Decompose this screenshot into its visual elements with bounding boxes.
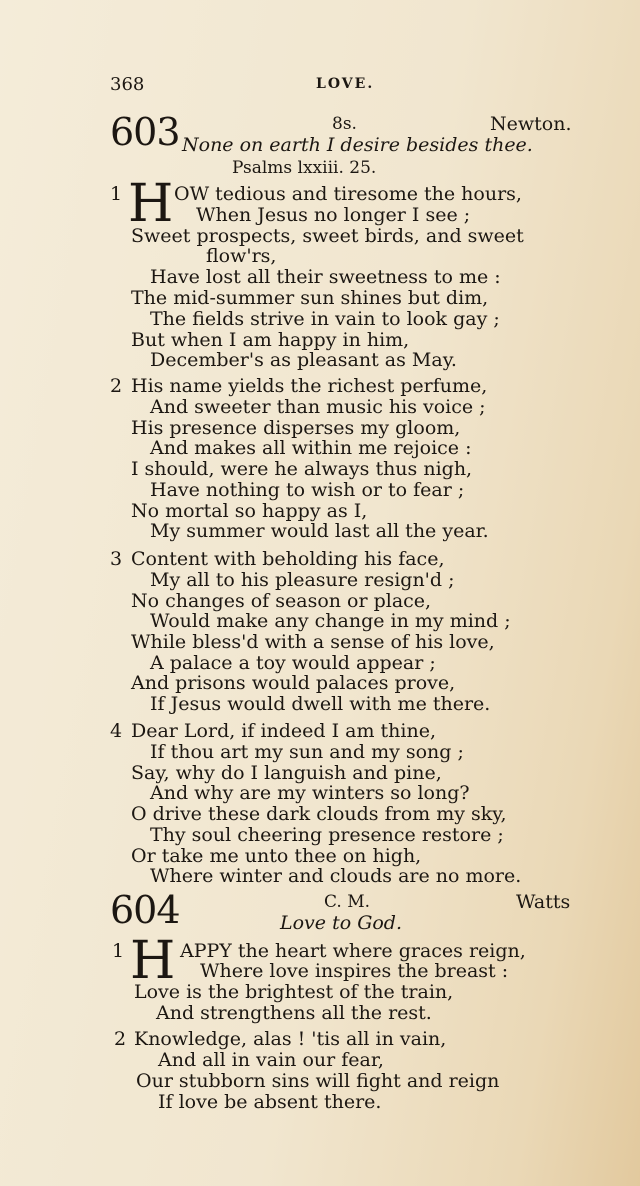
- verse-line: And strengthens all the rest.: [156, 1002, 432, 1024]
- verse-number: 2: [110, 375, 123, 397]
- verse-number: 3: [110, 548, 123, 570]
- verse-line: If thou art my sun and my song ;: [150, 741, 464, 763]
- hymn-tune: Newton.: [490, 113, 572, 135]
- verse-line: And all in vain our fear,: [158, 1049, 384, 1071]
- verse-line: But when I am happy in him,: [131, 329, 410, 351]
- verse-line: My summer would last all the year.: [150, 520, 489, 542]
- verse-line: Where winter and clouds are no more.: [150, 865, 522, 887]
- hymn-meter: 8s.: [332, 114, 357, 134]
- verse-line: If Jesus would dwell with me there.: [150, 693, 491, 715]
- verse-line: A palace a toy would appear ;: [150, 652, 436, 674]
- verse-line: December's as pleasant as May.: [150, 349, 457, 371]
- verse-line: Say, why do I languish and pine,: [131, 762, 442, 784]
- hymn-subtitle: Love to God.: [280, 912, 403, 934]
- verse-line: The fields strive in vain to look gay ;: [150, 308, 500, 330]
- verse-line: Knowledge, alas ! 'tis all in vain,: [134, 1028, 447, 1050]
- verse-line: No changes of season or place,: [131, 590, 432, 612]
- verse-line: flow'rs,: [206, 245, 277, 267]
- running-title: LOVE.: [316, 76, 375, 92]
- verse-line: Content with beholding his face,: [131, 548, 445, 570]
- verse-line: And makes all within me rejoice :: [150, 437, 472, 459]
- verse-line: APPY the heart where graces reign,: [180, 940, 526, 962]
- verse-line: O drive these dark clouds from my sky,: [131, 803, 507, 825]
- verse-line: And sweeter than music his voice ;: [150, 396, 486, 418]
- verse-line: If love be absent there.: [158, 1091, 382, 1113]
- hymn-tune: Watts: [516, 891, 571, 913]
- verse-number: 2: [114, 1028, 127, 1050]
- hymn-number: 604: [110, 888, 180, 932]
- verse-line: The mid-summer sun shines but dim,: [131, 287, 489, 309]
- verse-line: Dear Lord, if indeed I am thine,: [131, 720, 437, 742]
- scripture-reference: Psalms lxxiii. 25.: [232, 158, 377, 178]
- verse-line: I should, were he always thus nigh,: [131, 458, 473, 480]
- page-header: [110, 74, 580, 98]
- hymn-meter: C. M.: [324, 892, 371, 912]
- verse-line: No mortal so happy as I,: [131, 500, 368, 522]
- verse-line: While bless'd with a sense of his love,: [131, 631, 495, 653]
- verse-line: His name yields the richest perfume,: [131, 375, 488, 397]
- verse-line: Love is the brightest of the train,: [134, 981, 454, 1003]
- verse-line: OW tedious and tiresome the hours,: [174, 183, 522, 205]
- verse-line: His presence disperses my gloom,: [131, 417, 461, 439]
- verse-line: Our stubborn sins will fight and reign: [136, 1070, 500, 1092]
- verse-line: Have nothing to wish or to fear ;: [150, 479, 465, 501]
- drop-cap: H: [128, 174, 174, 234]
- verse-line: My all to his pleasure resign'd ;: [150, 569, 455, 591]
- verse-line: And why are my winters so long?: [150, 782, 470, 804]
- verse-line: Would make any change in my mind ;: [150, 610, 511, 632]
- verse-number: 1: [110, 183, 123, 205]
- hymn-subtitle: None on earth I desire besides thee.: [182, 134, 533, 156]
- verse-number: 1: [112, 940, 125, 962]
- verse-line: Where love inspires the breast :: [200, 960, 509, 982]
- page-number: 368: [110, 74, 145, 95]
- verse-line: Or take me unto thee on high,: [131, 845, 422, 867]
- verse-number: 4: [110, 720, 123, 742]
- verse-line: Sweet prospects, sweet birds, and sweet: [131, 225, 524, 247]
- verse-line: And prisons would palaces prove,: [131, 672, 456, 694]
- hymn-number: 603: [110, 110, 180, 154]
- verse-line: Thy soul cheering presence restore ;: [150, 824, 504, 846]
- drop-cap: H: [130, 931, 176, 991]
- verse-line: When Jesus no longer I see ;: [196, 204, 471, 226]
- verse-line: Have lost all their sweetness to me :: [150, 266, 501, 288]
